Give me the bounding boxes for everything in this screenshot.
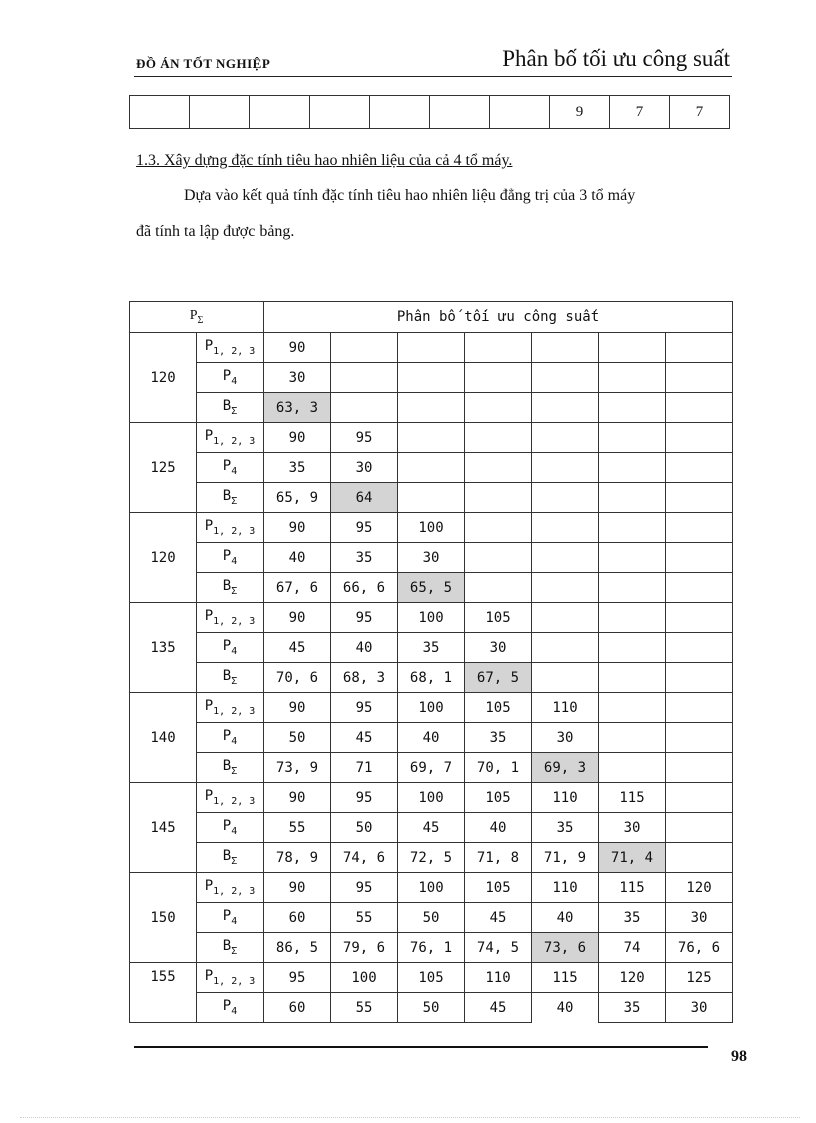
- value-cell: 73, 6: [532, 933, 599, 963]
- row-label-letter: P: [222, 728, 232, 745]
- value-cell: 76, 6: [666, 933, 733, 963]
- row-label: [197, 663, 264, 693]
- value-cell: 90: [264, 873, 331, 903]
- value-cell: [666, 513, 733, 543]
- value-cell: 30: [666, 903, 733, 933]
- row-label-letter: P: [222, 908, 232, 925]
- top-cell: [190, 96, 250, 129]
- row-label-sub: 4: [231, 645, 238, 657]
- total-power-cell: 120: [130, 333, 197, 423]
- value-cell: 100: [398, 783, 465, 813]
- value-cell: [331, 393, 398, 423]
- row-label-letter: P: [204, 788, 214, 805]
- row-label: [197, 843, 264, 873]
- row-label: [197, 543, 264, 573]
- row-label-sub: 1, 2, 3: [213, 795, 256, 807]
- footer-rule: [134, 1046, 708, 1048]
- row-label: [197, 783, 264, 813]
- value-cell: 66, 6: [331, 573, 398, 603]
- top-cell: 9: [550, 96, 610, 129]
- value-cell: 68, 1: [398, 663, 465, 693]
- value-cell: 73, 9: [264, 753, 331, 783]
- value-cell: 110: [532, 873, 599, 903]
- value-cell: [666, 333, 733, 363]
- page-edge-dotline: [20, 1117, 800, 1118]
- value-cell: [599, 513, 666, 543]
- table-row: [130, 663, 733, 693]
- value-cell: 64: [331, 483, 398, 513]
- row-label-sub: 1, 2, 3: [213, 705, 256, 717]
- value-cell: 100: [398, 603, 465, 633]
- value-cell: [666, 843, 733, 873]
- header-left: ĐỒ ÁN TỐT NGHIỆP: [136, 56, 271, 71]
- value-cell: [666, 633, 733, 663]
- value-cell: 63, 3: [264, 393, 331, 423]
- table-row: [130, 753, 733, 783]
- value-cell: [599, 633, 666, 663]
- table-row: [130, 873, 733, 903]
- value-cell: 50: [398, 993, 465, 1023]
- value-cell: 30: [599, 813, 666, 843]
- table-header-row: [130, 302, 733, 333]
- top-cell: [430, 96, 490, 129]
- row-label-letter: B: [222, 848, 232, 865]
- value-cell: [465, 423, 532, 453]
- row-label-letter: P: [222, 818, 232, 835]
- value-cell: 79, 6: [331, 933, 398, 963]
- value-cell: [599, 483, 666, 513]
- value-cell: [599, 573, 666, 603]
- row-label-sub: 1, 2, 3: [213, 345, 256, 357]
- row-label-letter: B: [222, 668, 232, 685]
- row-label-sub: 1, 2, 3: [213, 615, 256, 627]
- table-row: [130, 393, 733, 423]
- value-cell: 40: [556, 999, 574, 1016]
- value-cell: [398, 333, 465, 363]
- value-cell: 74, 5: [465, 933, 532, 963]
- value-cell: 71, 4: [599, 843, 666, 873]
- value-cell: 115: [599, 873, 666, 903]
- value-cell: [532, 603, 599, 633]
- row-label-sub: Σ: [231, 675, 238, 687]
- row-label-sub: Σ: [231, 945, 238, 957]
- value-cell: 90: [264, 333, 331, 363]
- row-label: [197, 333, 264, 363]
- total-power-cell: 145: [130, 783, 197, 873]
- value-cell: 67, 5: [465, 663, 532, 693]
- optimal-distribution-table: [129, 301, 733, 1023]
- value-cell: [532, 633, 599, 663]
- value-cell: [532, 393, 599, 423]
- row-label: [197, 573, 264, 603]
- row-label: [197, 453, 264, 483]
- value-cell: 86, 5: [264, 933, 331, 963]
- row-label: [197, 873, 264, 903]
- value-cell: 120: [599, 963, 666, 993]
- value-cell: 35: [331, 543, 398, 573]
- value-cell: [532, 513, 599, 543]
- row-label: [197, 753, 264, 783]
- row-label: [197, 423, 264, 453]
- value-cell: [599, 723, 666, 753]
- row-label: [197, 693, 264, 723]
- table-row: [130, 573, 733, 603]
- row-label-letter: B: [222, 398, 232, 415]
- value-cell: [666, 453, 733, 483]
- value-cell: [398, 393, 465, 423]
- row-label-letter: P: [222, 548, 232, 565]
- value-cell: [666, 693, 733, 723]
- value-cell: 95: [331, 603, 398, 633]
- section-title: 1.3. Xây dựng đặc tính tiêu hao nhiên liệu của cả 4 tổ máy.: [136, 152, 513, 169]
- row-label-letter: B: [222, 488, 232, 505]
- top-cell: 7: [670, 96, 730, 129]
- value-cell: 90: [264, 693, 331, 723]
- table-row: [130, 933, 733, 963]
- total-power-cell: 150: [130, 873, 197, 963]
- value-cell: 68, 3: [331, 663, 398, 693]
- row-label-sub: 4: [231, 465, 238, 477]
- table-row: [130, 513, 733, 543]
- value-cell: 45: [465, 993, 532, 1023]
- value-cell: [331, 333, 398, 363]
- value-cell: 40: [532, 903, 599, 933]
- value-cell: 105: [465, 783, 532, 813]
- row-label: [197, 903, 264, 933]
- value-cell: 35: [532, 813, 599, 843]
- value-cell: 65, 9: [264, 483, 331, 513]
- row-label-sub: Σ: [231, 855, 238, 867]
- value-cell: 50: [331, 813, 398, 843]
- paragraph-line-1: Dựa vào kết quả tính đặc tính tiêu hao nhiên liệu đẳng trị của 3 tổ máy: [184, 187, 636, 204]
- value-cell: 35: [599, 903, 666, 933]
- value-cell: [666, 483, 733, 513]
- header-right-title: Phân bố tối ưu công suất: [502, 46, 730, 71]
- row-label-sub: Σ: [231, 765, 238, 777]
- value-cell: [599, 663, 666, 693]
- row-label-letter: B: [222, 578, 232, 595]
- value-cell: 95: [331, 423, 398, 453]
- row-label: [197, 933, 264, 963]
- value-cell: [599, 333, 666, 363]
- row-label-letter: P: [204, 698, 214, 715]
- value-cell: [666, 573, 733, 603]
- value-cell: 30: [465, 633, 532, 663]
- row-label: [197, 483, 264, 513]
- value-cell: [465, 393, 532, 423]
- value-cell: [666, 363, 733, 393]
- value-cell: [666, 543, 733, 573]
- total-power-cell: 155: [130, 963, 197, 1023]
- value-cell: 55: [331, 993, 398, 1023]
- value-cell: 35: [398, 633, 465, 663]
- row-label-letter: P: [222, 998, 232, 1015]
- value-cell: [465, 573, 532, 603]
- row-label: [197, 993, 264, 1023]
- total-power-cell: 140: [130, 693, 197, 783]
- value-cell: [666, 813, 733, 843]
- value-cell: 40: [465, 813, 532, 843]
- value-cell: [465, 513, 532, 543]
- top-cell: [490, 96, 550, 129]
- row-label-sub: 1, 2, 3: [213, 435, 256, 447]
- row-label: [197, 633, 264, 663]
- table-row: [130, 693, 733, 723]
- value-cell: 69, 3: [532, 753, 599, 783]
- row-label-sub: 4: [231, 735, 238, 747]
- value-cell: [532, 453, 599, 483]
- row-label-letter: P: [204, 608, 214, 625]
- value-cell: 30: [532, 723, 599, 753]
- value-cell: [398, 423, 465, 453]
- value-cell: 35: [264, 453, 331, 483]
- value-cell: 40: [398, 723, 465, 753]
- row-label: [197, 513, 264, 543]
- value-cell: [666, 783, 733, 813]
- value-cell: 35: [599, 993, 666, 1023]
- header-p-total: [130, 302, 264, 333]
- value-cell: 71, 8: [465, 843, 532, 873]
- value-cell: 71, 9: [532, 843, 599, 873]
- value-cell: [465, 363, 532, 393]
- value-cell: 50: [398, 903, 465, 933]
- value-cell: 105: [465, 873, 532, 903]
- table-row: [130, 363, 733, 393]
- top-table-row: [130, 96, 730, 129]
- table-row: [130, 543, 733, 573]
- table-row: [130, 963, 733, 993]
- value-cell: [599, 693, 666, 723]
- value-cell: 30: [264, 363, 331, 393]
- header-p-letter: P: [189, 308, 198, 324]
- row-label-letter: P: [222, 638, 232, 655]
- row-label-sub: 4: [231, 555, 238, 567]
- row-label-letter: B: [222, 758, 232, 775]
- value-cell: 110: [532, 693, 599, 723]
- header-rule: [134, 76, 732, 77]
- value-cell: 110: [532, 783, 599, 813]
- table-row: [130, 333, 733, 363]
- row-label-letter: B: [222, 938, 232, 955]
- value-cell: 45: [398, 813, 465, 843]
- value-cell: 105: [465, 693, 532, 723]
- row-label-letter: P: [204, 968, 214, 985]
- row-label-sub: 1, 2, 3: [213, 975, 256, 987]
- value-cell: [398, 453, 465, 483]
- value-cell: [532, 333, 599, 363]
- value-cell: [599, 363, 666, 393]
- value-cell: [666, 753, 733, 783]
- value-cell: [666, 603, 733, 633]
- value-cell: [331, 363, 398, 393]
- value-cell: 60: [264, 903, 331, 933]
- paragraph-line-2: đã tính ta lập được bảng.: [136, 223, 295, 240]
- top-table: [129, 95, 730, 129]
- table-row: [130, 633, 733, 663]
- row-label: [197, 393, 264, 423]
- value-cell: 95: [331, 873, 398, 903]
- value-cell: [465, 333, 532, 363]
- table-row: [130, 813, 733, 843]
- value-cell: [599, 543, 666, 573]
- row-label-sub: Σ: [231, 405, 238, 417]
- value-cell: 71: [331, 753, 398, 783]
- value-cell: 100: [398, 513, 465, 543]
- value-cell: 100: [331, 963, 398, 993]
- value-cell: [599, 393, 666, 423]
- top-cell: [370, 96, 430, 129]
- value-cell: [465, 543, 532, 573]
- value-cell: [666, 663, 733, 693]
- value-cell: [599, 423, 666, 453]
- value-cell: [666, 423, 733, 453]
- row-label-letter: P: [204, 518, 214, 535]
- value-cell: 45: [264, 633, 331, 663]
- value-cell: 69, 7: [398, 753, 465, 783]
- top-cell: [130, 96, 190, 129]
- value-cell: 70, 6: [264, 663, 331, 693]
- row-label: [197, 603, 264, 633]
- value-cell: 105: [398, 963, 465, 993]
- value-cell: [465, 483, 532, 513]
- value-cell: [532, 363, 599, 393]
- row-label: [197, 963, 264, 993]
- row-label-sub: 4: [231, 1005, 238, 1017]
- value-cell: 110: [465, 963, 532, 993]
- value-cell: [599, 753, 666, 783]
- value-cell: 40: [331, 633, 398, 663]
- top-cell: [310, 96, 370, 129]
- row-label-sub: 1, 2, 3: [213, 885, 256, 897]
- value-cell: 30: [666, 993, 733, 1023]
- table-row: [130, 993, 733, 1023]
- value-cell: 60: [264, 993, 331, 1023]
- table-row: [130, 723, 733, 753]
- table-row: [130, 843, 733, 873]
- value-cell: 30: [398, 543, 465, 573]
- header-p-sub: Σ: [197, 314, 204, 326]
- row-label: [197, 363, 264, 393]
- value-cell: 67, 6: [264, 573, 331, 603]
- row-label-sub: 4: [231, 375, 238, 387]
- table-row: [130, 453, 733, 483]
- value-cell: 30: [331, 453, 398, 483]
- value-cell: [666, 723, 733, 753]
- value-cell: 90: [264, 783, 331, 813]
- row-label: [197, 813, 264, 843]
- row-label-sub: 4: [231, 825, 238, 837]
- value-cell: [532, 573, 599, 603]
- value-cell: 45: [331, 723, 398, 753]
- page-number: 98: [731, 1048, 747, 1065]
- table-row: [130, 903, 733, 933]
- value-cell: [465, 453, 532, 483]
- value-cell: 95: [331, 513, 398, 543]
- value-cell: [532, 423, 599, 453]
- row-label-sub: 4: [231, 915, 238, 927]
- value-cell: [599, 453, 666, 483]
- value-cell: 76, 1: [398, 933, 465, 963]
- value-cell: 55: [264, 813, 331, 843]
- row-label-letter: P: [204, 338, 214, 355]
- value-cell: 70, 1: [465, 753, 532, 783]
- header-title: Phân bố tối ưu công suất: [264, 302, 733, 333]
- value-cell: 100: [398, 873, 465, 903]
- row-label-letter: P: [222, 368, 232, 385]
- value-cell: 90: [264, 513, 331, 543]
- table-row: [130, 423, 733, 453]
- value-cell: 115: [532, 963, 599, 993]
- value-cell: 74: [599, 933, 666, 963]
- value-cell: 78, 9: [264, 843, 331, 873]
- row-label-letter: P: [204, 428, 214, 445]
- table-row: [130, 603, 733, 633]
- value-cell: [666, 393, 733, 423]
- value-cell: 72, 5: [398, 843, 465, 873]
- value-cell: 115: [599, 783, 666, 813]
- value-cell: 90: [264, 603, 331, 633]
- total-power-cell: 125: [130, 423, 197, 513]
- value-cell: 50: [264, 723, 331, 753]
- value-cell: 120: [666, 873, 733, 903]
- row-label-sub: 1, 2, 3: [213, 525, 256, 537]
- value-cell: [532, 663, 599, 693]
- value-cell: 40: [264, 543, 331, 573]
- table-row: [130, 783, 733, 813]
- value-cell: [398, 483, 465, 513]
- value-cell: [532, 483, 599, 513]
- value-cell: 74, 6: [331, 843, 398, 873]
- value-cell: 55: [331, 903, 398, 933]
- value-cell: [599, 603, 666, 633]
- value-cell: [532, 543, 599, 573]
- top-cell: 7: [610, 96, 670, 129]
- value-cell: [398, 363, 465, 393]
- value-cell: 100: [398, 693, 465, 723]
- value-cell: 95: [331, 783, 398, 813]
- row-label: [197, 723, 264, 753]
- value-cell: 65, 5: [398, 573, 465, 603]
- top-cell: [250, 96, 310, 129]
- table-row: [130, 483, 733, 513]
- value-cell: 125: [666, 963, 733, 993]
- row-label-letter: P: [204, 878, 214, 895]
- row-label-sub: Σ: [231, 585, 238, 597]
- value-cell: 45: [465, 903, 532, 933]
- total-power-cell: 120: [130, 513, 197, 603]
- row-label-letter: P: [222, 458, 232, 475]
- value-cell: 95: [331, 693, 398, 723]
- value-cell: 105: [465, 603, 532, 633]
- value-cell: 90: [264, 423, 331, 453]
- total-power-cell: 135: [130, 603, 197, 693]
- value-cell: 95: [264, 963, 331, 993]
- value-cell: 35: [465, 723, 532, 753]
- row-label-sub: Σ: [231, 495, 238, 507]
